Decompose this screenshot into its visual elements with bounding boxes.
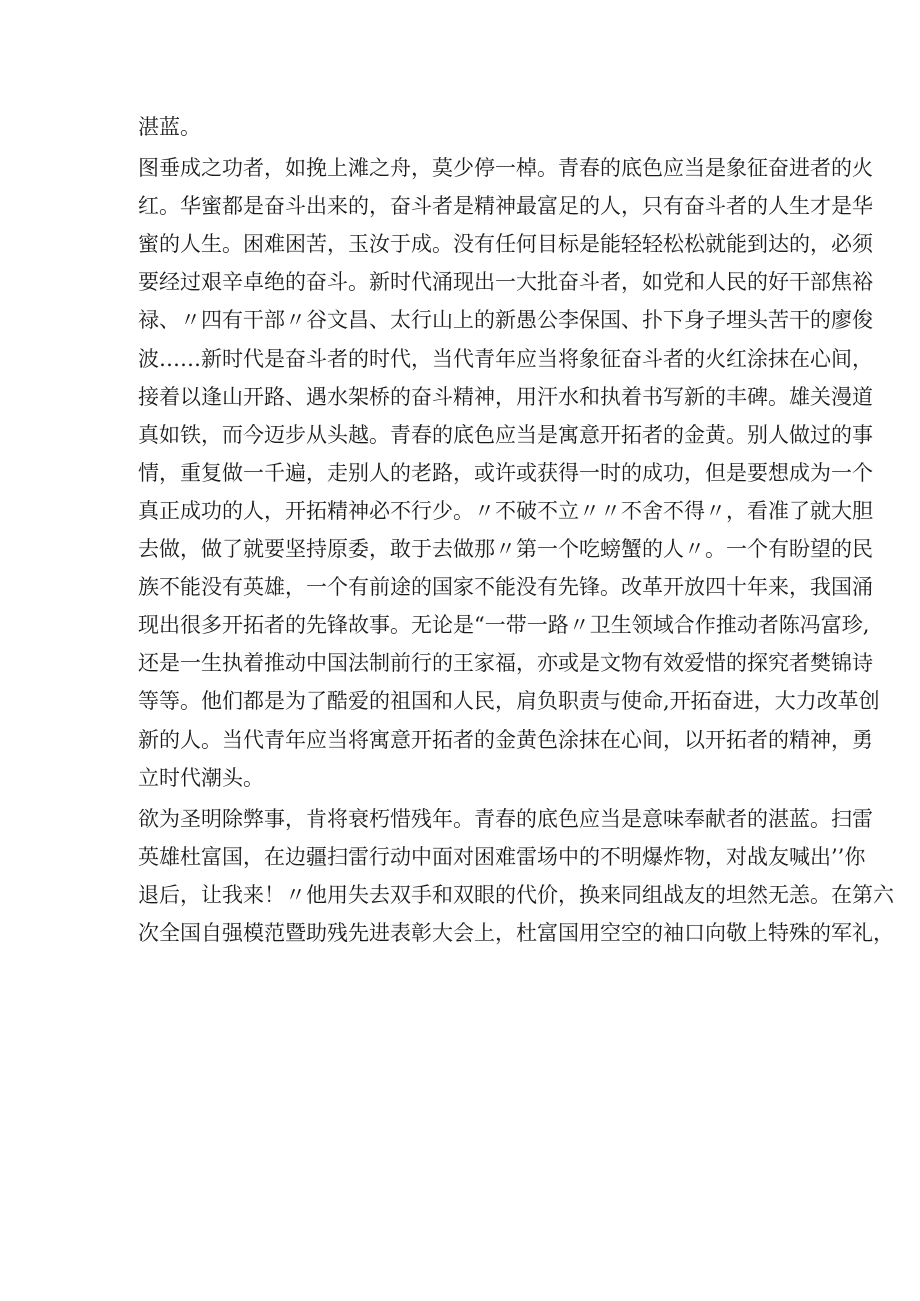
document-body — [138, 108, 894, 952]
text-line: 次全国自强模范暨助残先进表彰大会上，杜富国用空空的袖口向敬上特殊的军礼， — [138, 920, 894, 945]
paragraph-2 — [138, 149, 880, 797]
text-line: 等等。他们都是为了酷爱的祖国和人民，肩负职责与使命,开拓奋进，大力改革创 — [138, 689, 880, 714]
text-line: 立时代潮头。 — [138, 765, 264, 790]
text-line: 情，重复做一千遍，走别人的老路，或许或获得一时的成功，但是要想成为一个 — [138, 460, 873, 485]
text-line: 波……新时代是奋斗者的时代，当代青年应当将象征奋斗者的火红涂抹在心间， — [138, 346, 873, 371]
text-line: 禄、〃四有干部〃谷文昌、太行山上的新愚公李保国、扑下身子埋头苦干的廖俊 — [138, 308, 873, 333]
text-line: 湛蓝。 — [138, 115, 201, 139]
text-line: 退后，让我来！〃他用失去双手和双眼的代价，换来同组战友的坦然无恙。在第六 — [138, 882, 894, 907]
text-line: 接着以逢山开路、遇水架桥的奋斗精神，用汗水和执着书写新的丰碑。雄关漫道 — [138, 384, 873, 409]
text-line: 真正成功的人，开拓精神必不行少。〃不破不立〃〃不舍不得〃，看准了就大胆 — [138, 498, 873, 523]
text-line: 去做，做了就要坚持原委，敢于去做那〃第一个吃螃蟹的人〃。一个有盼望的民 — [138, 537, 873, 562]
text-line: 现出很多开拓者的先锋故事。无论是“一带一路〃卫生领域合作推动者陈冯富珍, — [138, 613, 870, 638]
text-line: 英雄杜富国，在边疆扫雷行动中面对困难雷场中的不明爆炸物，对战友喊出’’你 — [138, 844, 866, 869]
text-line: 还是一生执着推动中国法制前行的王家福，亦或是文物有效爱惜的探究者樊锦诗 — [138, 651, 873, 676]
text-line: 新的人。当代青年应当将寓意开拓者的金黄色涂抹在心间，以开拓者的精神，勇 — [138, 727, 873, 752]
text-line: 图垂成之功者，如挽上滩之舟，莫少停一棹。青春的底色应当是象征奋进者的火 — [138, 156, 873, 181]
text-line: 红。华蜜都是奋斗出来的，奋斗者是精神最富足的人，只有奋斗者的人生才是华 — [138, 194, 873, 219]
text-line: 要经过艰辛卓绝的奋斗。新时代涌现出一大批奋斗者，如党和人民的好干部焦裕 — [138, 270, 873, 295]
text-line: 蜜的人生。困难困苦，玉汝于成。没有任何目标是能轻轻松松就能到达的，必须 — [138, 232, 873, 257]
text-line: 真如铁，而今迈步从头越。青春的底色应当是寓意开拓者的金黄。别人做过的事 — [138, 422, 873, 447]
text-line: 族不能没有英雄，一个有前途的国家不能没有先锋。改革开放四十年来，我国涌 — [138, 575, 873, 600]
paragraph-3 — [138, 800, 894, 952]
text-line: 欲为圣明除弊事，肯将衰朽惜残年。青春的底色应当是意味奉献者的湛蓝。扫雷 — [138, 806, 873, 831]
paragraph-1 — [138, 108, 798, 146]
